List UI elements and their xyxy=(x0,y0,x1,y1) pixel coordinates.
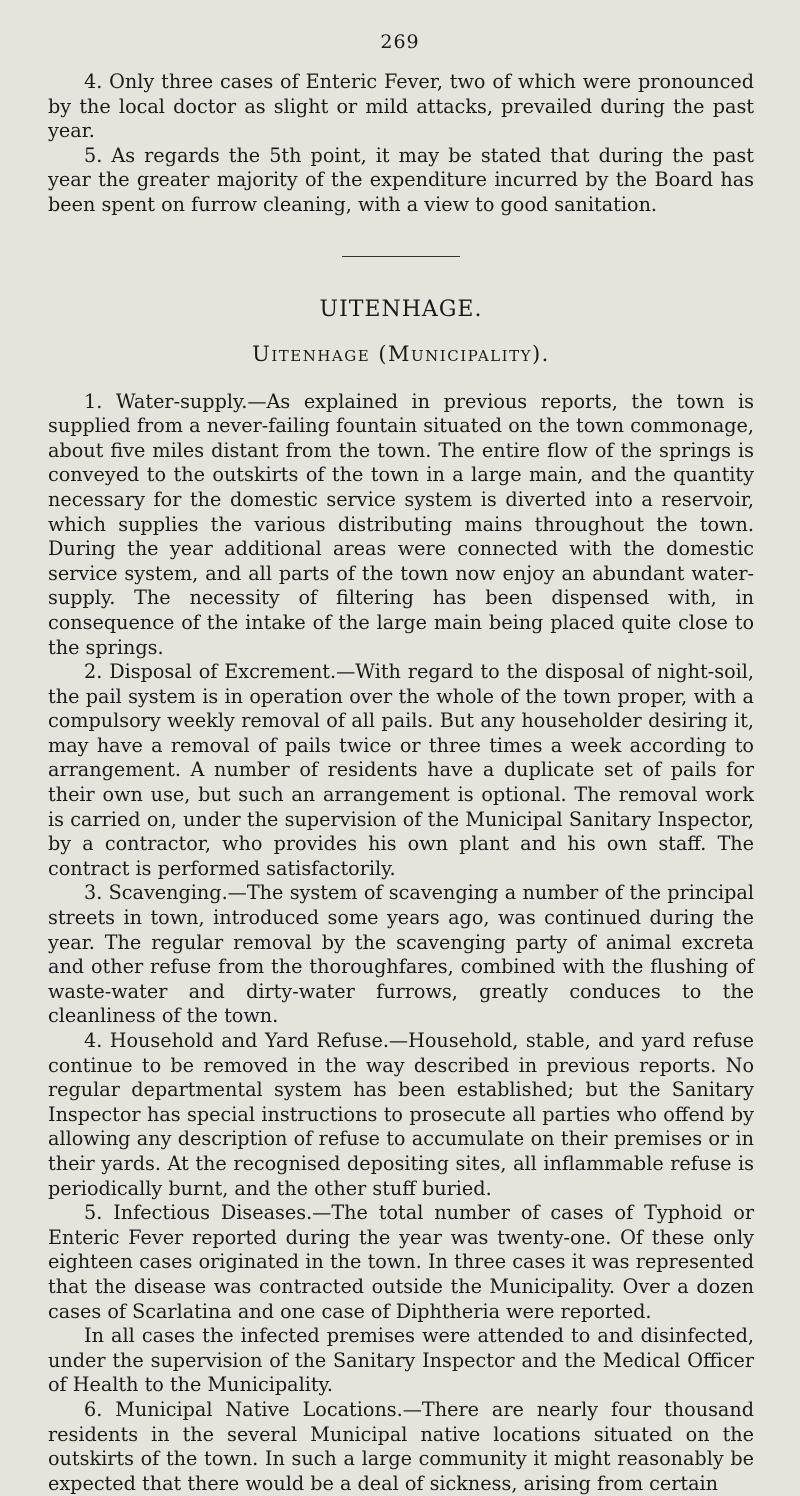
paragraph-infectious-diseases: 5. Infectious Diseases.—The total number of cases of Typhoid or Enteric Fever reported during the year was twenty-one. Of these only eighteen cases originated in the town. In three cases it was represented that the disease was contracted outside the Municipality. Over a dozen cases of Scarlatina and one case of Diphtheria were reported. xyxy=(48,1201,754,1323)
paragraph-water-supply: 1. Water-supply.—As explained in previous reports, the town is supplied from a never-failing fountain situated on the town commonage, about five miles distant from the town. The entire flow of the springs is conveyed to the outskirts of the town in a large main, and the quantity necessary for the domestic service system is diverted into a reservoir, which supplies the various distributing mains throughout the town. During the year additional areas were connected with the domestic service system, and all parts of the town now enjoy an abundant water-supply. The necessity of filtering has been dispensed with, in consequence of the intake of the large main being placed quite close to the springs. xyxy=(48,389,754,659)
paragraph-enteric-fever: 4. Only three cases of Enteric Fever, two of which were pronounced by the local doctor as slight or mild attacks, prevailed during the past year. xyxy=(48,70,754,143)
paragraph-scavenging: 3. Scavenging.—The system of scavenging a number of the principal streets in town, introduced some years ago, was continued during the year. The regular removal by the scavenging party of animal excreta and other refuse from the thoroughfares, combined with the flushing of waste-water and dirty-water furrows, greatly conduces to the cleanliness of the town. xyxy=(48,881,754,1028)
page-number: 269 xyxy=(380,31,420,53)
paragraph-native-locations: 6. Municipal Native Locations.—There are nearly four thousand residents in the several Municipal native locations situated on the outskirts of the town. In such a large community it might reasonably be expected that there would be a deal of sickness, arising from certain xyxy=(48,1397,754,1495)
paragraph-disposal-of-excrement: 2. Disposal of Excrement.—With regard to the disposal of night-soil, the pail system is in operation over the whole of the town proper, with a compulsory weekly removal of all pails. But any householder desiring it, may have a removal of pails twice or three times a week according to arrangement. A number of residents have a duplicate set of pails for their own use, but such an arrangement is optional. The removal work is carried on, under the supervision of the Municipal Sanitary Inspector, by a contractor, who provides his own plant and his own staff. The contract is performed satisfactorily. xyxy=(48,660,754,880)
paragraph-furrow-cleaning: 5. As regards the 5th point, it may be stated that during the past year the greater majority of the expenditure incurred by the Board has been spent on furrow cleaning, with a view to good sanitation. xyxy=(48,143,754,216)
paragraph-household-refuse: 4. Household and Yard Refuse.—Household, stable, and yard refuse continue to be removed in the way described in previous reports. No regular departmental system has been established; but the Sanitary Inspector has special instructions to prosecute all parties who offend by allowing any description of refuse to accumulate on their premises or in their yards. At the recognised depositing sites, all inflammable refuse is periodically burnt, and the other stuff buried. xyxy=(48,1029,754,1200)
section-title: UITENHAGE. xyxy=(319,296,483,322)
section-subtitle: Uitenhage (Municipality). xyxy=(252,341,550,366)
section-divider xyxy=(342,256,460,257)
paragraph-disinfection: In all cases the infected premises were attended to and disinfected, under the supervision of the Sanitary Inspector and the Medical Officer of Health to the Municipality. xyxy=(48,1324,754,1397)
